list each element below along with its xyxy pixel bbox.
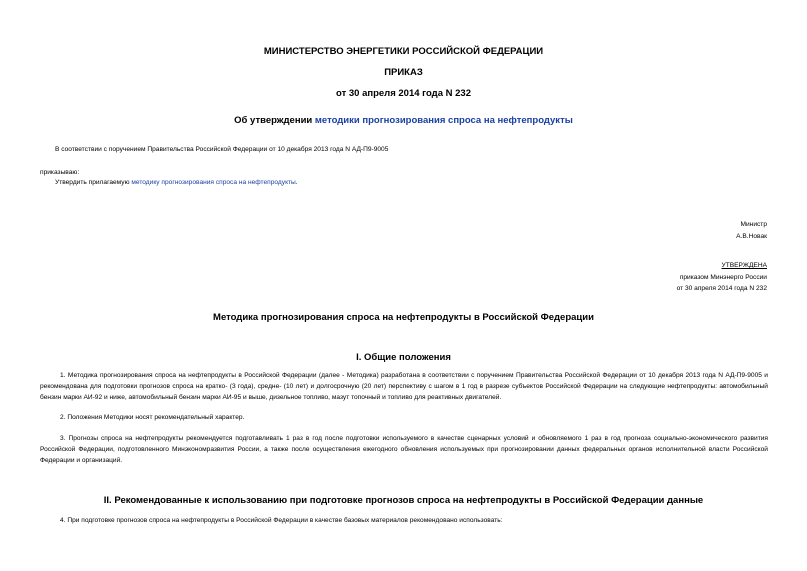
section2-heading: II. Рекомендованные к использованию при подготовке прогнозов спроса на нефтепродукты в Российской Федерации данные [103, 495, 704, 506]
approve-line [55, 177, 298, 188]
approve-suffix: . [295, 179, 298, 186]
preamble-text: В соответствии с поручением Правительства Российской Федерации от 10 декабря 2013 года N АД-П9-9005 [55, 146, 389, 153]
method-title: Методика прогнозирования спроса на нефтепродукты в Российской Федерации [213, 312, 594, 323]
order-word: приказываю: [40, 169, 80, 176]
approved-line1: УТВЕРЖДЕНА [721, 262, 767, 269]
signature-name: А.В.Новак [736, 232, 767, 240]
method-link-title[interactable]: методики прогнозирования спроса на нефтепродукты [314, 115, 573, 126]
doc-type-heading: ПРИКАЗ [384, 67, 423, 78]
approved-line2: приказом Минэнерго России [679, 273, 767, 281]
section1-paragraph-1: 1. Методика прогнозирования спроса на нефтепродукты в Российской Федерации (далее - Методика) разработана в соответствии с поручением Правительства Российской Федерации от 10 декабря 2013 года N АД-П9-9005 и рекомендована для подготовки прогнозов спроса на кратко- (3 года), средне- (10 лет) и долгосрочную (20 лет) перспективу с шагом в 1 год в разрезе субъектов Российской Федерации на следующие нефтепродукты: автомобильный бензин марки АИ-92 и ниже, автомобильный бензин марки АИ-95 и выше, дизельное топливо, мазут топочный и топливо для реактивных двигателей. [40, 372, 768, 401]
section1-heading: I. Общие положения [356, 352, 451, 363]
approved-block [677, 260, 767, 295]
approve-prefix: Утвердить прилагаемую [55, 179, 132, 186]
signature-position: Министр [740, 221, 767, 228]
ministry-heading: МИНИСТЕРСТВО ЭНЕРГЕТИКИ РОССИЙСКОЙ ФЕДЕРАЦИИ [263, 46, 544, 57]
section1-paragraph-3: 3. Прогнозы спроса на нефтепродукты рекомендуется подготавливать 1 раз в год после подготовки используемого в качестве сценарных условий и обновляемого 1 раз в год прогноза социально-экономического развития Российской Федерации, подготовленного Минэкономразвития России, а также после осуществления ежегодного обновления используемых при прогнозировании данных федеральных органов исполнительной власти Российской Федерации и организаций. [40, 435, 768, 464]
section2-paragraph-4: 4. При подготовке прогнозов спроса на нефтепродукты в Российской Федерации в качестве базовых материалов рекомендовано использовать: [60, 517, 503, 524]
approved-line3: от 30 апреля 2014 года N 232 [676, 285, 767, 292]
order-title [0, 115, 807, 126]
section1-paragraph-2: 2. Положения Методики носят рекомендательный характер. [60, 414, 245, 421]
order-title-prefix: Об утверждении [234, 115, 315, 126]
doc-date-heading: от 30 апреля 2014 года N 232 [336, 88, 471, 99]
signature-block [736, 219, 767, 242]
method-link-approve[interactable]: методику прогнозирования спроса на нефтепродукты [131, 179, 296, 186]
